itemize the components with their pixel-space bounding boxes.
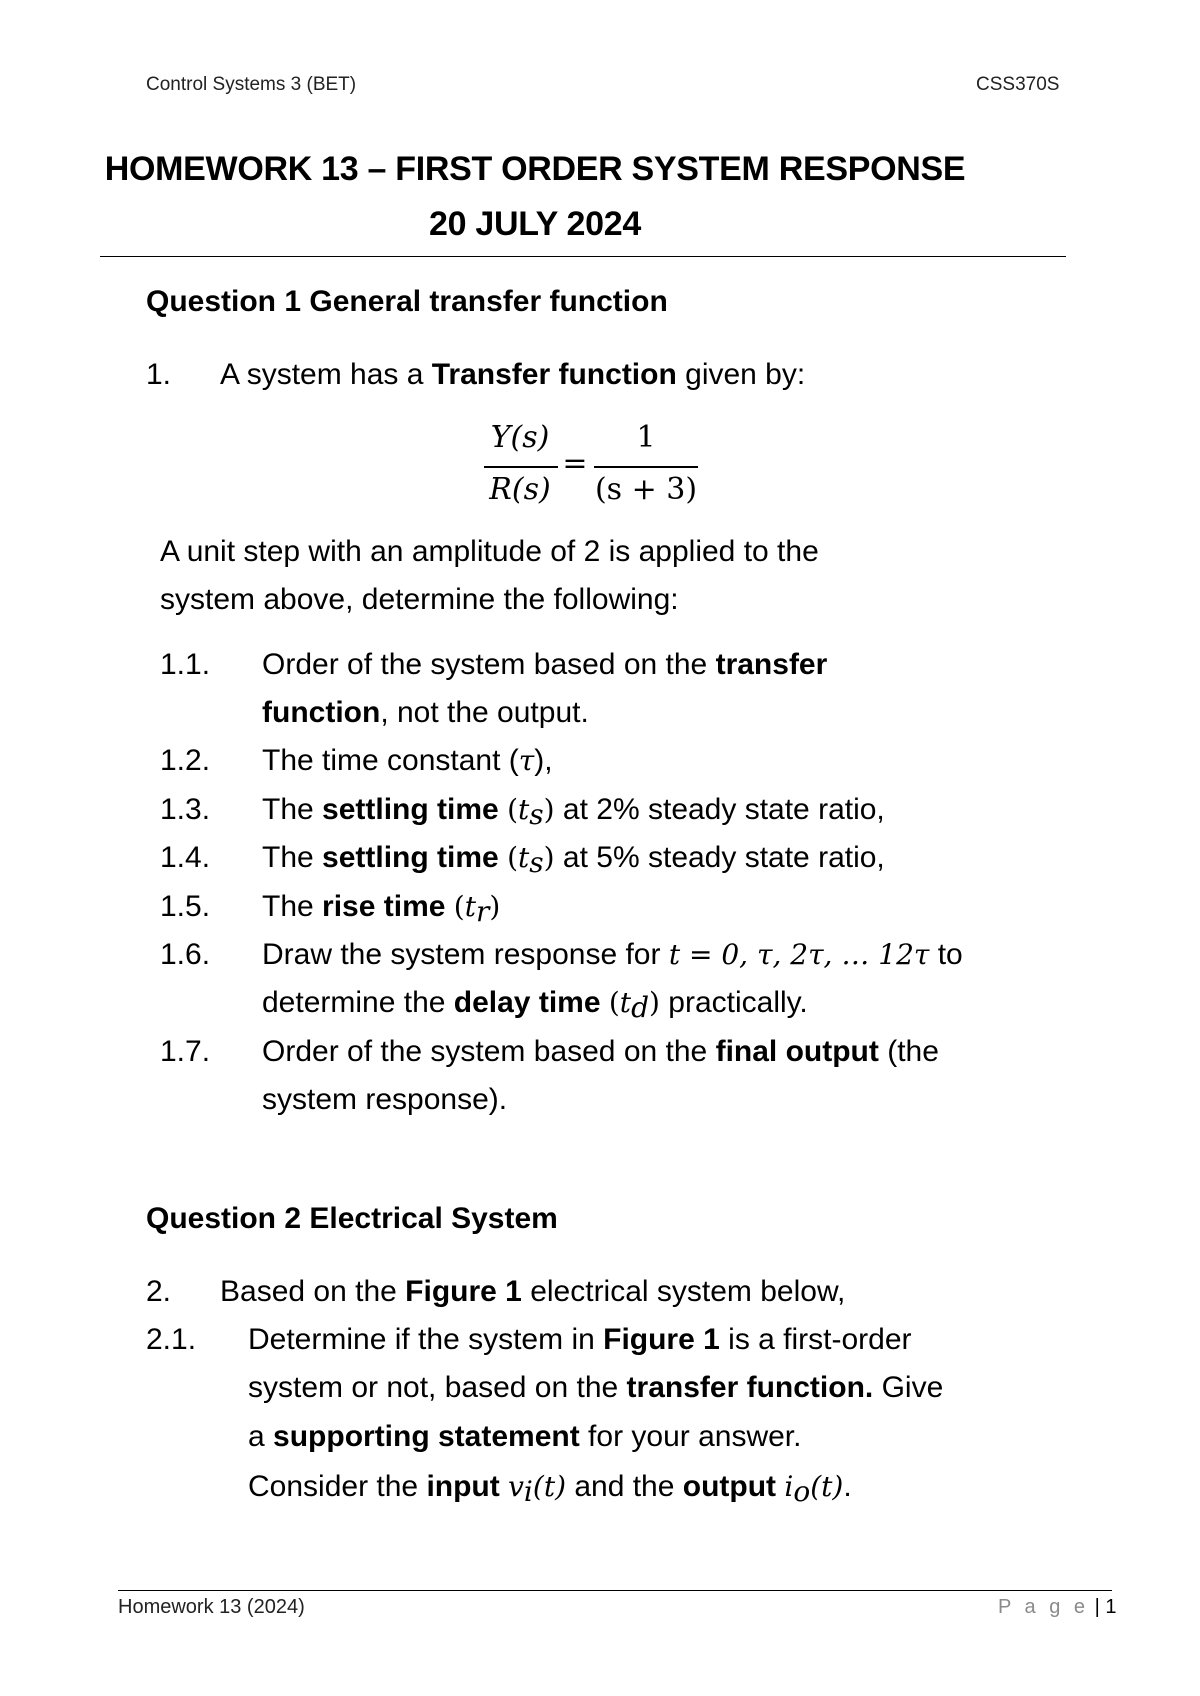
tf-rhs-fraction-bar (594, 466, 698, 468)
tf-lhs-denominator: R(s) (489, 472, 551, 507)
title-divider (100, 256, 1066, 257)
sub-2-1-line1: Determine if the system in Figure 1 is a first-order (248, 1323, 912, 1356)
footer-title: Homework 13 (2024) (118, 1596, 305, 1618)
tf-equals: = (562, 446, 588, 481)
tf-lhs-fraction-bar (484, 466, 558, 468)
sub-1-5-number: 1.5. (160, 890, 211, 923)
footer-page-number: P a g e | 1 (998, 1596, 1117, 1618)
sub-1-6-number: 1.6. (160, 938, 211, 971)
sub-1-7-line1: Order of the system based on the final output (the (262, 1035, 939, 1068)
sub-1-2-number: 1.2. (160, 744, 211, 777)
sub-1-4-number: 1.4. (160, 841, 211, 874)
footer-divider (118, 1590, 1112, 1591)
page-title: HOMEWORK 13 – FIRST ORDER SYSTEM RESPONSE (104, 150, 966, 188)
q1-paragraph-line2: system above, determine the following: (160, 583, 679, 616)
header-code: CSS370S (976, 74, 1060, 95)
item-2-number: 2. (146, 1275, 172, 1308)
sub-1-7-number: 1.7. (160, 1035, 211, 1068)
q1-paragraph-line1: A unit step with an amplitude of 2 is applied to the (160, 535, 819, 568)
sub-1-4-text: The settling time $(t_s)$ at 5% steady state ratio, (262, 841, 885, 879)
item-1-intro: A system has a Transfer function given by: (220, 358, 806, 391)
sub-1-3-number: 1.3. (160, 793, 211, 826)
sub-2-1-line2: system or not, based on the transfer function. Give (248, 1371, 944, 1404)
page-subtitle-date: 20 JULY 2024 (429, 205, 641, 243)
sub-2-1-line3: a supporting statement for your answer. (248, 1420, 802, 1453)
tf-lhs-numerator: Y(s) (490, 420, 550, 455)
sub-1-2-text: The time constant (τ), (262, 744, 553, 777)
sub-1-3-text: The settling time $(t_s)$ at 2% steady state ratio, (262, 793, 885, 831)
sub-1-5-text: The rise time $(t_r)$ (262, 890, 501, 928)
tf-rhs-denominator: (s + 3) (594, 472, 698, 507)
sub-1-6-line1: Draw the system response for t = 0, τ, 2τ, … 12τ to (262, 938, 963, 971)
tf-rhs-numerator: 1 (636, 420, 656, 455)
sub-1-1-line2: function, not the output. (262, 696, 589, 729)
sub-1-7-line2: system response). (262, 1083, 508, 1116)
sub-1-1-number: 1.1. (160, 648, 211, 681)
sub-1-1-line1: Order of the system based on the transfer (262, 648, 828, 681)
header-course: Control Systems 3 (BET) (146, 74, 357, 95)
transfer-function-equation (470, 410, 730, 510)
sub-2-1-number: 2.1. (146, 1323, 197, 1356)
question-1-heading: Question 1 General transfer function (146, 285, 668, 318)
sub-1-6-line2: determine the delay time $(t_d)$ practically. (262, 986, 808, 1024)
item-2-intro: Based on the Figure 1 electrical system below, (220, 1275, 846, 1308)
question-2-heading: Question 2 Electrical System (146, 1202, 558, 1235)
sub-2-1-line4: Consider the input $v_i(t)$ and the output $i_o(t)$. (248, 1470, 852, 1508)
item-1-number: 1. (146, 358, 172, 391)
